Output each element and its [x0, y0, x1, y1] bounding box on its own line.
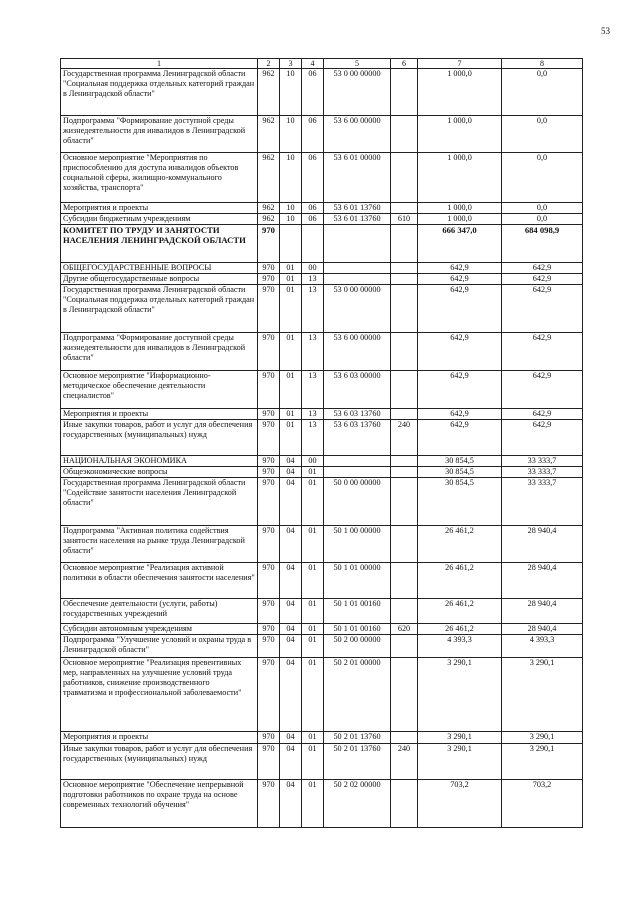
target-article-code — [324, 225, 391, 263]
table-row — [61, 780, 583, 828]
amount-year-1: 642,9 — [418, 285, 502, 333]
section-code — [280, 225, 302, 263]
section-code: 04 — [280, 467, 302, 478]
admin-code: 970 — [258, 744, 280, 780]
amount-year-2: 0,0 — [502, 214, 583, 225]
expense-type-code — [391, 371, 418, 409]
amount-year-1: 3 290,1 — [418, 744, 502, 780]
target-article-code: 50 1 01 00160 — [324, 599, 391, 624]
subsection-code: 06 — [302, 203, 324, 214]
admin-code: 970 — [258, 732, 280, 744]
admin-code: 970 — [258, 420, 280, 456]
amount-year-2: 0,0 — [502, 116, 583, 153]
column-header: 2 — [258, 59, 280, 69]
subsection-code: 01 — [302, 732, 324, 744]
section-code: 01 — [280, 263, 302, 274]
target-article-code — [324, 274, 391, 285]
row-name: Основное мероприятие "Реализация превентивных мер, направленных на улучшение условий труда работников, снижение производственного травматизма и профессиональной заболеваемости" — [61, 658, 258, 732]
row-name: Государственная программа Ленинградской области "Социальная поддержка отдельных категорий граждан в Ленинградской области" — [61, 285, 258, 333]
expense-type-code — [391, 153, 418, 203]
amount-year-1: 642,9 — [418, 371, 502, 409]
page-number: 53 — [601, 26, 610, 36]
admin-code: 962 — [258, 69, 280, 116]
expense-type-code: 610 — [391, 214, 418, 225]
section-code: 04 — [280, 732, 302, 744]
table-row — [61, 563, 583, 599]
expense-type-code — [391, 478, 418, 526]
amount-year-1: 30 854,5 — [418, 467, 502, 478]
amount-year-1: 4 393,3 — [418, 635, 502, 658]
target-article-code: 53 6 00 00000 — [324, 116, 391, 153]
admin-code: 962 — [258, 153, 280, 203]
admin-code: 970 — [258, 371, 280, 409]
row-name: КОМИТЕТ ПО ТРУДУ И ЗАНЯТОСТИ НАСЕЛЕНИЯ ЛЕНИНГРАДСКОЙ ОБЛАСТИ — [61, 225, 258, 263]
row-name: Основное мероприятие "Обеспечение непрерывной подготовки работников по охране труда на основе современных технологий обучения" — [61, 780, 258, 828]
table-row — [61, 409, 583, 420]
target-article-code: 50 2 01 13760 — [324, 732, 391, 744]
amount-year-2: 642,9 — [502, 285, 583, 333]
column-header: 1 — [61, 59, 258, 69]
amount-year-1: 1 000,0 — [418, 153, 502, 203]
expense-type-code — [391, 69, 418, 116]
admin-code: 970 — [258, 263, 280, 274]
section-code: 04 — [280, 744, 302, 780]
subsection-code: 13 — [302, 409, 324, 420]
target-article-code: 53 6 03 00000 — [324, 371, 391, 409]
row-name: Основное мероприятие "Мероприятия по приспособлению для доступа инвалидов объектов социальной сферы, жилищно-коммунального хозяйства, транспорта" — [61, 153, 258, 203]
admin-code: 970 — [258, 599, 280, 624]
column-header: 4 — [302, 59, 324, 69]
expense-type-code — [391, 658, 418, 732]
amount-year-2: 642,9 — [502, 409, 583, 420]
admin-code: 962 — [258, 214, 280, 225]
expense-type-code — [391, 263, 418, 274]
table-row — [61, 732, 583, 744]
subsection-code: 06 — [302, 214, 324, 225]
row-name: Субсидии автономным учреждениям — [61, 624, 258, 635]
target-article-code: 53 6 01 00000 — [324, 153, 391, 203]
target-article-code — [324, 263, 391, 274]
amount-year-1: 26 461,2 — [418, 563, 502, 599]
subsection-code: 01 — [302, 658, 324, 732]
section-code: 10 — [280, 116, 302, 153]
subsection-code: 01 — [302, 624, 324, 635]
admin-code: 970 — [258, 274, 280, 285]
amount-year-2: 3 290,1 — [502, 732, 583, 744]
table-row — [61, 371, 583, 409]
expense-type-code — [391, 409, 418, 420]
amount-year-2: 28 940,4 — [502, 563, 583, 599]
admin-code: 970 — [258, 780, 280, 828]
table-row — [61, 153, 583, 203]
amount-year-1: 642,9 — [418, 274, 502, 285]
section-code: 01 — [280, 285, 302, 333]
section-code: 01 — [280, 333, 302, 371]
expense-type-code — [391, 456, 418, 467]
table-row — [61, 285, 583, 333]
table-row — [61, 635, 583, 658]
column-header: 5 — [324, 59, 391, 69]
row-name: Подпрограмма "Формирование доступной среды жизнедеятельности для инвалидов в Ленинградской области" — [61, 116, 258, 153]
column-header: 8 — [502, 59, 583, 69]
subsection-code: 01 — [302, 478, 324, 526]
amount-year-2: 28 940,4 — [502, 599, 583, 624]
subsection-code: 06 — [302, 69, 324, 116]
subsection-code: 13 — [302, 274, 324, 285]
target-article-code: 50 2 02 00000 — [324, 780, 391, 828]
table-row — [61, 214, 583, 225]
amount-year-1: 1 000,0 — [418, 69, 502, 116]
budget-table — [60, 58, 583, 828]
amount-year-2: 28 940,4 — [502, 624, 583, 635]
amount-year-2: 703,2 — [502, 780, 583, 828]
section-code: 04 — [280, 526, 302, 563]
section-code: 04 — [280, 599, 302, 624]
subsection-code: 00 — [302, 456, 324, 467]
target-article-code: 53 6 03 13760 — [324, 420, 391, 456]
section-code: 10 — [280, 214, 302, 225]
row-name: Основное мероприятие "Информационно-методическое обеспечение деятельности специалистов" — [61, 371, 258, 409]
subsection-code: 13 — [302, 333, 324, 371]
table-row — [61, 456, 583, 467]
section-code: 04 — [280, 780, 302, 828]
target-article-code — [324, 456, 391, 467]
admin-code: 970 — [258, 635, 280, 658]
target-article-code: 50 0 00 00000 — [324, 478, 391, 526]
row-name: Подпрограмма "Улучшение условий и охраны труда в Ленинградской области" — [61, 635, 258, 658]
amount-year-1: 1 000,0 — [418, 203, 502, 214]
expense-type-code — [391, 635, 418, 658]
row-name: Подпрограмма "Активная политика содействия занятости населения на рынке труда Ленинградской области" — [61, 526, 258, 563]
column-header: 7 — [418, 59, 502, 69]
amount-year-2: 28 940,4 — [502, 526, 583, 563]
amount-year-2: 33 333,7 — [502, 478, 583, 526]
row-name: НАЦИОНАЛЬНАЯ ЭКОНОМИКА — [61, 456, 258, 467]
table-row — [61, 263, 583, 274]
amount-year-2: 642,9 — [502, 371, 583, 409]
section-code: 04 — [280, 635, 302, 658]
target-article-code: 53 0 00 00000 — [324, 69, 391, 116]
amount-year-1: 30 854,5 — [418, 456, 502, 467]
table-row — [61, 69, 583, 116]
target-article-code: 53 6 00 00000 — [324, 333, 391, 371]
table-row — [61, 420, 583, 456]
row-name: Иные закупки товаров, работ и услуг для обеспечения государственных (муниципальных) нужд — [61, 744, 258, 780]
target-article-code: 50 2 01 13760 — [324, 744, 391, 780]
amount-year-1: 26 461,2 — [418, 526, 502, 563]
subsection-code: 01 — [302, 526, 324, 563]
table-row — [61, 744, 583, 780]
table-row — [61, 467, 583, 478]
admin-code: 962 — [258, 203, 280, 214]
subsection-code: 13 — [302, 285, 324, 333]
row-name: Основное мероприятие "Реализация активной политики в области обеспечения занятости населения" — [61, 563, 258, 599]
subsection-code: 13 — [302, 420, 324, 456]
amount-year-1: 26 461,2 — [418, 599, 502, 624]
amount-year-2: 33 333,7 — [502, 467, 583, 478]
section-code: 04 — [280, 563, 302, 599]
admin-code: 970 — [258, 526, 280, 563]
table-row — [61, 225, 583, 263]
amount-year-2: 3 290,1 — [502, 658, 583, 732]
amount-year-1: 703,2 — [418, 780, 502, 828]
section-code: 04 — [280, 624, 302, 635]
section-code: 01 — [280, 420, 302, 456]
admin-code: 970 — [258, 225, 280, 263]
amount-year-2: 4 393,3 — [502, 635, 583, 658]
amount-year-1: 642,9 — [418, 420, 502, 456]
amount-year-2: 0,0 — [502, 203, 583, 214]
amount-year-1: 1 000,0 — [418, 214, 502, 225]
amount-year-1: 642,9 — [418, 263, 502, 274]
row-name: Общеэкономические вопросы — [61, 467, 258, 478]
expense-type-code: 240 — [391, 744, 418, 780]
table-row — [61, 526, 583, 563]
section-code: 01 — [280, 371, 302, 409]
target-article-code: 53 6 01 13760 — [324, 203, 391, 214]
expense-type-code — [391, 526, 418, 563]
target-article-code: 50 1 01 00000 — [324, 563, 391, 599]
amount-year-2: 3 290,1 — [502, 744, 583, 780]
amount-year-1: 642,9 — [418, 409, 502, 420]
amount-year-2: 642,9 — [502, 333, 583, 371]
table-row — [61, 274, 583, 285]
admin-code: 970 — [258, 409, 280, 420]
expense-type-code — [391, 116, 418, 153]
table-row — [61, 333, 583, 371]
amount-year-2: 642,9 — [502, 274, 583, 285]
expense-type-code — [391, 225, 418, 263]
expense-type-code — [391, 732, 418, 744]
expense-type-code — [391, 274, 418, 285]
admin-code: 962 — [258, 116, 280, 153]
subsection-code: 06 — [302, 153, 324, 203]
admin-code: 970 — [258, 285, 280, 333]
expense-type-code — [391, 285, 418, 333]
section-code: 04 — [280, 658, 302, 732]
admin-code: 970 — [258, 456, 280, 467]
row-name: ОБЩЕГОСУДАРСТВЕННЫЕ ВОПРОСЫ — [61, 263, 258, 274]
table-row — [61, 478, 583, 526]
target-article-code: 53 6 01 13760 — [324, 214, 391, 225]
expense-type-code — [391, 563, 418, 599]
table-row — [61, 658, 583, 732]
section-code: 01 — [280, 274, 302, 285]
table-header-row — [61, 59, 583, 69]
target-article-code — [324, 467, 391, 478]
amount-year-2: 33 333,7 — [502, 456, 583, 467]
amount-year-1: 30 854,5 — [418, 478, 502, 526]
target-article-code: 53 0 00 00000 — [324, 285, 391, 333]
target-article-code: 50 2 00 00000 — [324, 635, 391, 658]
target-article-code: 50 1 00 00000 — [324, 526, 391, 563]
admin-code: 970 — [258, 467, 280, 478]
subsection-code: 01 — [302, 780, 324, 828]
section-code: 10 — [280, 153, 302, 203]
admin-code: 970 — [258, 563, 280, 599]
table-row — [61, 116, 583, 153]
admin-code: 970 — [258, 658, 280, 732]
table-row — [61, 624, 583, 635]
row-name: Государственная программа Ленинградской области "Содействие занятости населения Ленинградской области" — [61, 478, 258, 526]
section-code: 04 — [280, 456, 302, 467]
section-code: 10 — [280, 203, 302, 214]
section-code: 01 — [280, 409, 302, 420]
row-name: Подпрограмма "Формирование доступной среды жизнедеятельности для инвалидов в Ленинградской области" — [61, 333, 258, 371]
section-code: 10 — [280, 69, 302, 116]
expense-type-code — [391, 599, 418, 624]
target-article-code: 50 1 01 00160 — [324, 624, 391, 635]
amount-year-2: 642,9 — [502, 263, 583, 274]
admin-code: 970 — [258, 333, 280, 371]
subsection-code: 06 — [302, 116, 324, 153]
subsection-code: 13 — [302, 371, 324, 409]
column-header: 3 — [280, 59, 302, 69]
table-row — [61, 203, 583, 214]
expense-type-code — [391, 333, 418, 371]
amount-year-1: 3 290,1 — [418, 658, 502, 732]
subsection-code: 01 — [302, 563, 324, 599]
subsection-code: 00 — [302, 263, 324, 274]
amount-year-2: 684 098,9 — [502, 225, 583, 263]
section-code: 04 — [280, 478, 302, 526]
subsection-code: 01 — [302, 599, 324, 624]
expense-type-code — [391, 467, 418, 478]
row-name: Мероприятия и проекты — [61, 732, 258, 744]
row-name: Мероприятия и проекты — [61, 409, 258, 420]
admin-code: 970 — [258, 624, 280, 635]
amount-year-1: 3 290,1 — [418, 732, 502, 744]
amount-year-1: 1 000,0 — [418, 116, 502, 153]
subsection-code: 01 — [302, 635, 324, 658]
row-name: Мероприятия и проекты — [61, 203, 258, 214]
subsection-code: 01 — [302, 467, 324, 478]
admin-code: 970 — [258, 478, 280, 526]
amount-year-2: 642,9 — [502, 420, 583, 456]
target-article-code: 53 6 03 13760 — [324, 409, 391, 420]
expense-type-code — [391, 203, 418, 214]
expense-type-code: 240 — [391, 420, 418, 456]
row-name: Государственная программа Ленинградской области "Социальная поддержка отдельных категорий граждан в Ленинградской области" — [61, 69, 258, 116]
amount-year-2: 0,0 — [502, 69, 583, 116]
expense-type-code: 620 — [391, 624, 418, 635]
subsection-code: 01 — [302, 744, 324, 780]
amount-year-1: 26 461,2 — [418, 624, 502, 635]
row-name: Другие общегосударственные вопросы — [61, 274, 258, 285]
amount-year-1: 642,9 — [418, 333, 502, 371]
row-name: Иные закупки товаров, работ и услуг для обеспечения государственных (муниципальных) нужд — [61, 420, 258, 456]
row-name: Субсидии бюджетным учреждениям — [61, 214, 258, 225]
amount-year-2: 0,0 — [502, 153, 583, 203]
subsection-code — [302, 225, 324, 263]
column-header: 6 — [391, 59, 418, 69]
expense-type-code — [391, 780, 418, 828]
row-name: Обеспечение деятельности (услуги, работы) государственных учреждений — [61, 599, 258, 624]
table-row — [61, 599, 583, 624]
amount-year-1: 666 347,0 — [418, 225, 502, 263]
target-article-code: 50 2 01 00000 — [324, 658, 391, 732]
